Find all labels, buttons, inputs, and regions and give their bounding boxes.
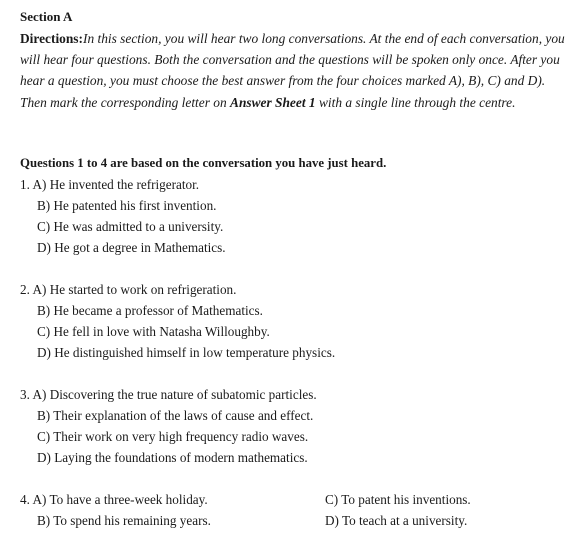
directions-label: Directions: bbox=[20, 31, 83, 46]
option-letter: C) bbox=[37, 219, 51, 234]
option-2c bbox=[37, 324, 270, 340]
option-text: To teach at a university. bbox=[341, 513, 468, 528]
option-1c bbox=[37, 219, 223, 235]
option-text: He distinguished himself in low temperature physics. bbox=[54, 345, 336, 360]
option-text: He started to work on refrigeration. bbox=[49, 282, 237, 297]
option-1b bbox=[37, 198, 216, 214]
question-number: 2. bbox=[20, 282, 30, 297]
question-1 bbox=[20, 177, 199, 193]
option-letter: D) bbox=[37, 240, 51, 255]
option-letter: D) bbox=[37, 345, 51, 360]
option-letter: B) bbox=[37, 303, 51, 318]
option-letter: B) bbox=[37, 513, 51, 528]
option-2d bbox=[37, 345, 335, 361]
option-letter: A) bbox=[32, 387, 47, 402]
option-text: He got a degree in Mathematics. bbox=[54, 240, 226, 255]
option-text: He was admitted to a university. bbox=[53, 219, 224, 234]
directions-text-2: with a single line through the centre. bbox=[315, 94, 516, 110]
option-text: He became a professor of Mathematics. bbox=[53, 303, 263, 318]
option-text: To have a three-week holiday. bbox=[49, 492, 208, 507]
option-2b bbox=[37, 303, 263, 319]
option-text: To patent his inventions. bbox=[341, 492, 471, 507]
question-number: 3. bbox=[20, 387, 30, 402]
option-text: To spend his remaining years. bbox=[53, 513, 211, 528]
question-4 bbox=[20, 492, 208, 508]
option-letter: B) bbox=[37, 408, 51, 423]
option-letter: A) bbox=[32, 177, 47, 192]
answer-sheet-label: Answer Sheet 1 bbox=[230, 94, 316, 110]
option-letter: C) bbox=[325, 492, 339, 507]
option-text: Their explanation of the laws of cause and effect. bbox=[53, 408, 314, 423]
option-3c bbox=[37, 429, 308, 445]
option-3b bbox=[37, 408, 313, 424]
option-letter: A) bbox=[32, 282, 47, 297]
directions-paragraph bbox=[20, 28, 575, 113]
option-text: Their work on very high frequency radio waves. bbox=[53, 429, 309, 444]
question-3 bbox=[20, 387, 317, 403]
option-4c bbox=[325, 492, 471, 508]
section-title: Section A bbox=[20, 9, 73, 24]
option-3d bbox=[37, 450, 308, 466]
option-text: Laying the foundations of modern mathematics. bbox=[54, 450, 308, 465]
directions-text-1: In this section, you will hear two long conversations. At the end of each conversation, you will hear four questions. Both the conversation and the questions will be spoken only once. After you hear a question, you must choose the best answer from the four choices marked A), B), C) and D). Then mark the corresponding letter on bbox=[20, 31, 565, 110]
question-number: 4. bbox=[20, 492, 30, 507]
option-letter: D) bbox=[325, 513, 339, 528]
option-letter: B) bbox=[37, 198, 51, 213]
option-4b bbox=[37, 513, 211, 529]
option-text: He invented the refrigerator. bbox=[49, 177, 200, 192]
question-group-heading: Questions 1 to 4 are based on the conversation you have just heard. bbox=[20, 156, 387, 170]
question-number: 1. bbox=[20, 177, 30, 192]
option-letter: D) bbox=[37, 450, 51, 465]
option-text: He patented his first invention. bbox=[53, 198, 217, 213]
option-1d bbox=[37, 240, 226, 256]
option-letter: A) bbox=[32, 492, 47, 507]
option-4d bbox=[325, 513, 467, 529]
option-letter: C) bbox=[37, 429, 51, 444]
option-text: He fell in love with Natasha Willoughby. bbox=[53, 324, 270, 339]
option-letter: C) bbox=[37, 324, 51, 339]
option-text: Discovering the true nature of subatomic particles. bbox=[49, 387, 317, 402]
question-2 bbox=[20, 282, 236, 298]
